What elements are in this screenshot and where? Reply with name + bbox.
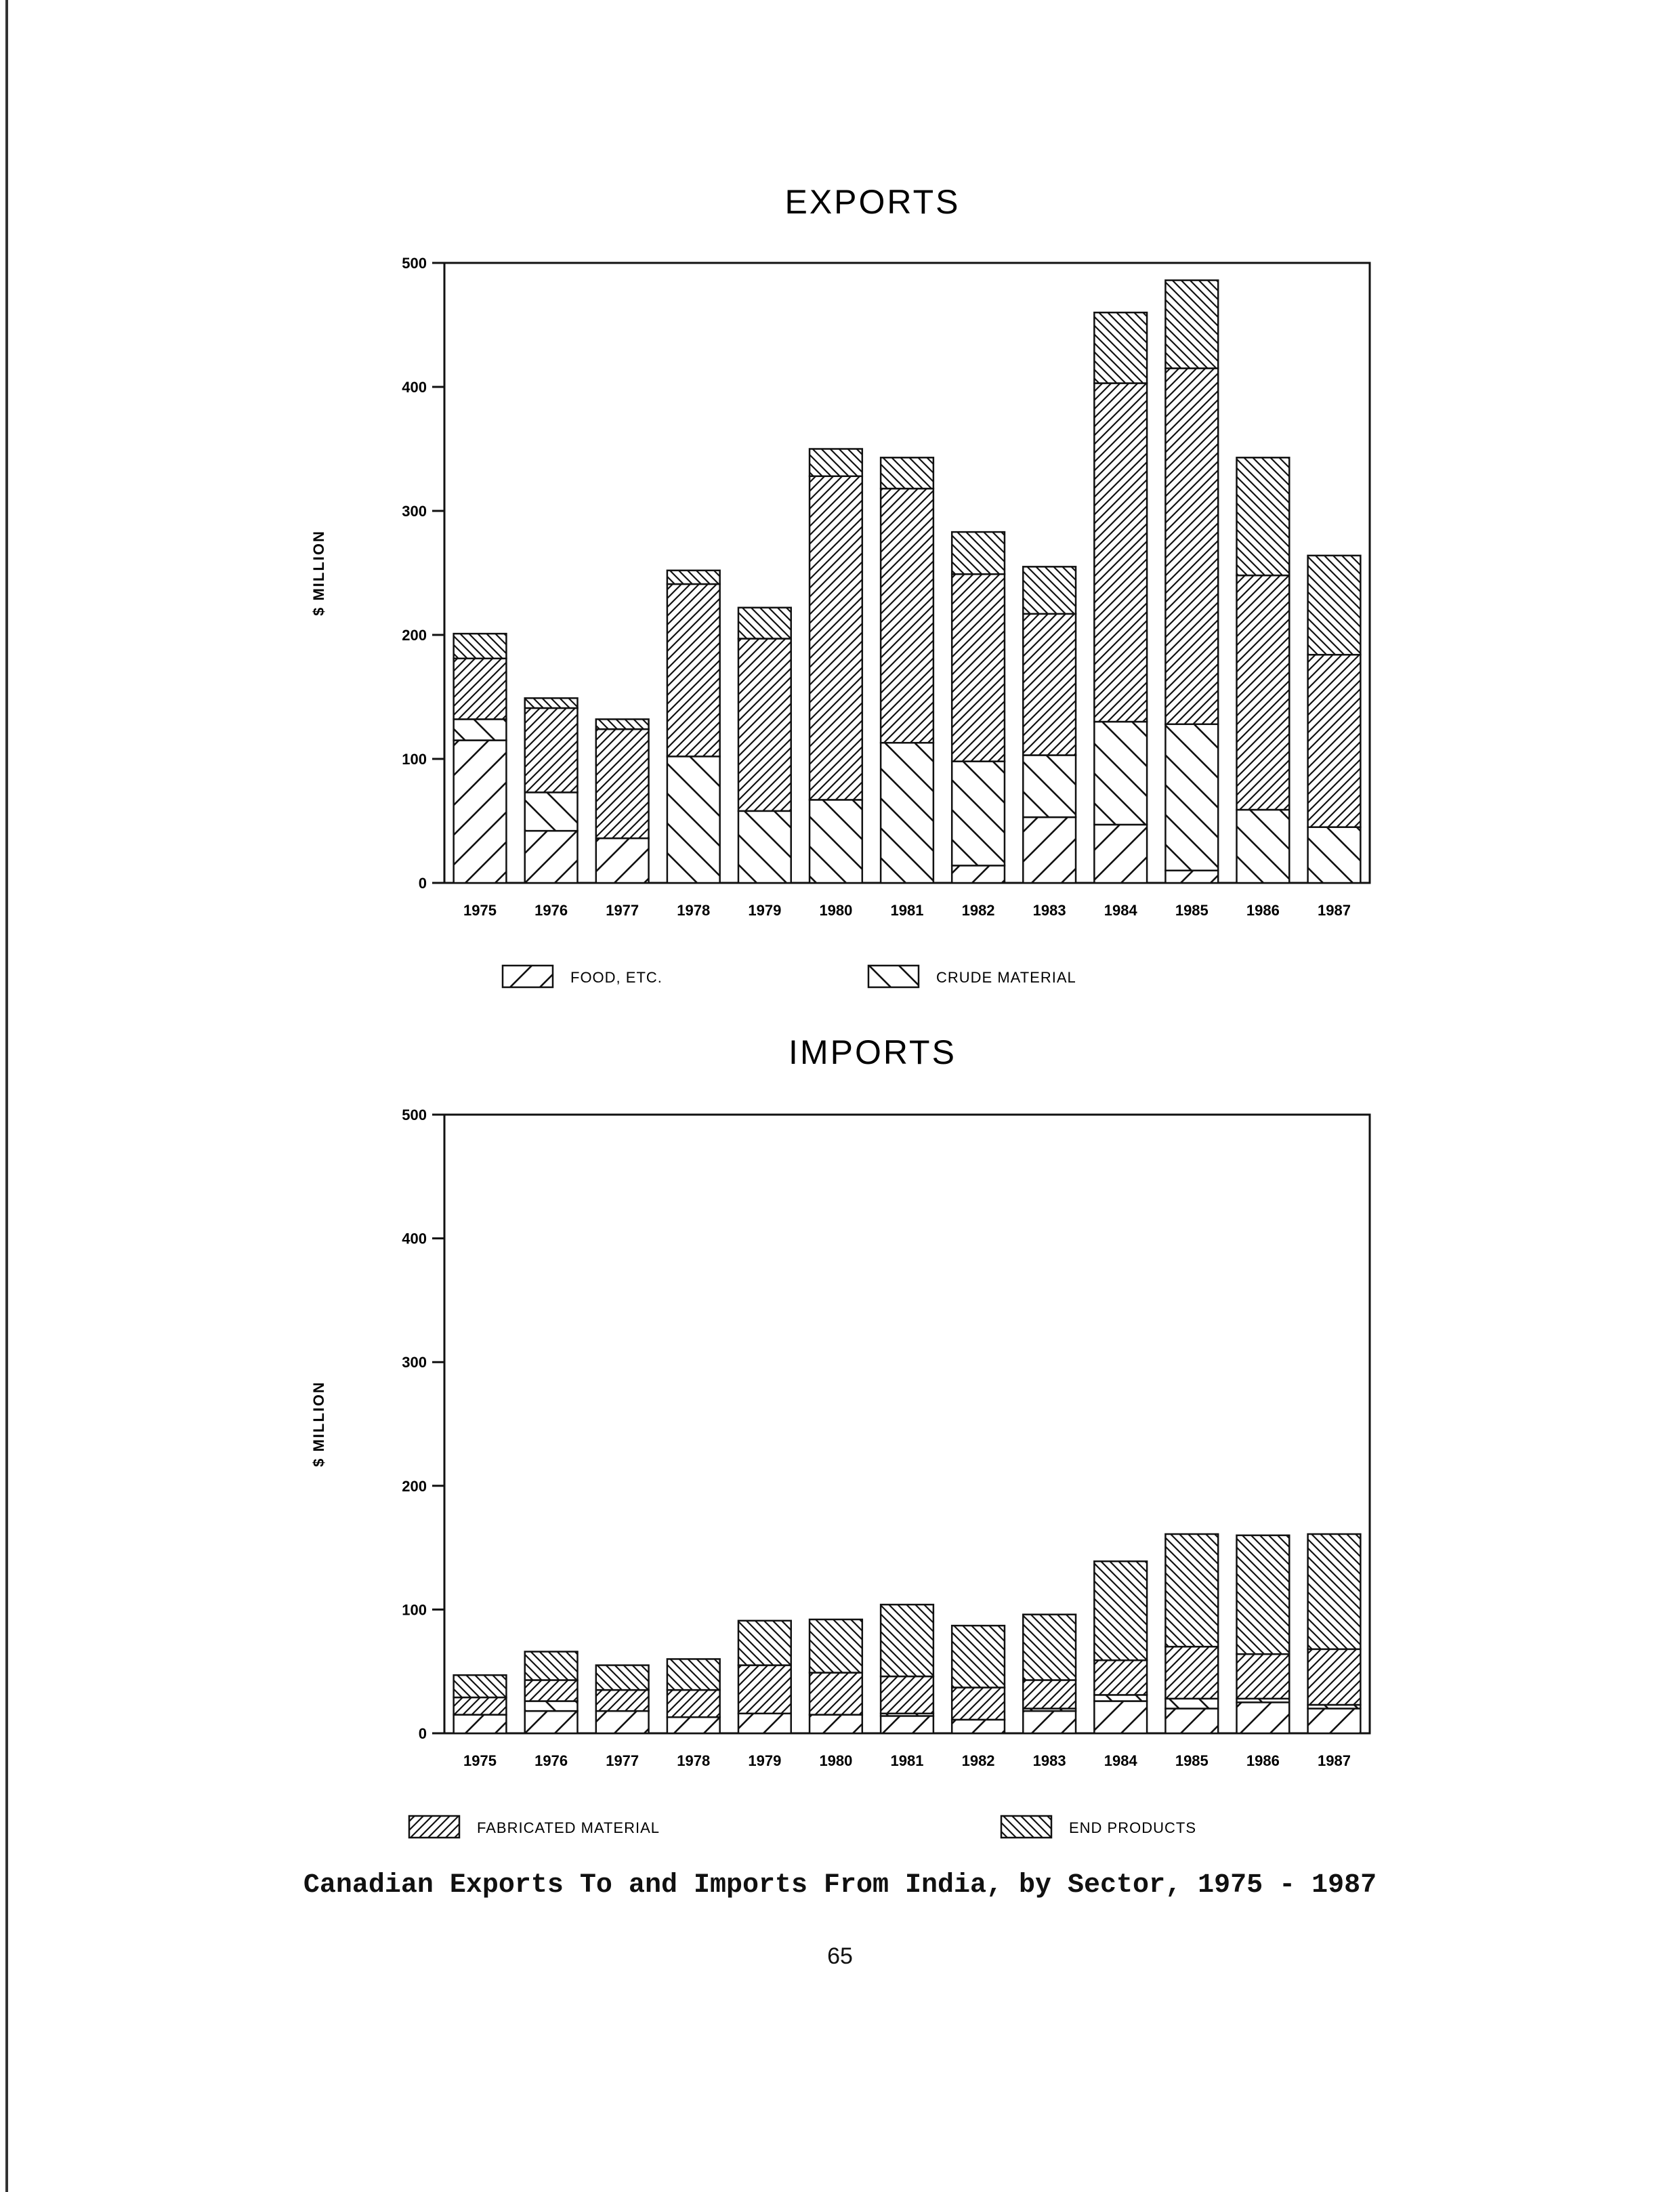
imports-x-tick-label: 1979	[748, 1752, 782, 1769]
exports-bar-segment-3	[1094, 384, 1147, 722]
exports-bar-segment-3	[1308, 655, 1361, 827]
imports-bar-segment-3	[881, 1676, 933, 1714]
imports-x-tick-label: 1987	[1317, 1752, 1351, 1769]
exports-bar-segment-4	[738, 608, 791, 639]
imports-y-tick-label: 300	[402, 1354, 427, 1371]
exports-bar-segment-2	[1237, 810, 1290, 883]
exports-legend-swatch	[503, 966, 553, 987]
imports-x-tick-label: 1986	[1246, 1752, 1280, 1769]
imports-bar-segment-4	[1237, 1535, 1290, 1654]
imports-bar-segment-3	[1023, 1680, 1076, 1708]
imports-x-tick-label: 1982	[961, 1752, 995, 1769]
exports-y-tick-label: 100	[402, 751, 427, 768]
exports-x-tick-label: 1986	[1246, 902, 1280, 919]
exports-bar-segment-4	[952, 532, 1005, 574]
exports-bar-segment-3	[1165, 369, 1218, 724]
exports-bar-segment-1	[1023, 817, 1076, 883]
exports-bar-segment-3	[738, 638, 791, 810]
exports-bar-segment-3	[952, 574, 1005, 761]
imports-bar-segment-3	[454, 1697, 507, 1715]
exports-bar-segment-3	[1023, 614, 1076, 756]
imports-bar-segment-4	[1165, 1534, 1218, 1647]
exports-bar-segment-3	[881, 489, 933, 743]
exports-bar-segment-3	[596, 729, 649, 838]
exports-x-tick-label: 1982	[961, 902, 995, 919]
exports-bar-segment-4	[881, 457, 933, 489]
imports-bar-segment-3	[596, 1690, 649, 1711]
imports-bar-segment-4	[667, 1659, 720, 1690]
imports-bar-segment-1	[454, 1715, 507, 1733]
exports-bar-segment-4	[596, 719, 649, 729]
imports-bar-segment-1	[810, 1715, 862, 1733]
exports-x-tick-label: 1978	[677, 902, 711, 919]
exports-bar-segment-2	[454, 719, 507, 740]
exports-x-tick-label: 1979	[748, 902, 782, 919]
exports-bar-segment-3	[454, 659, 507, 720]
imports-bar-segment-1	[1165, 1708, 1218, 1733]
imports-bar-segment-3	[1308, 1649, 1361, 1705]
exports-bar-segment-2	[1308, 827, 1361, 883]
imports-legend-label: FABRICATED MATERIAL	[477, 1819, 660, 1836]
imports-bar-segment-3	[738, 1666, 791, 1714]
imports-y-tick-label: 500	[402, 1107, 427, 1123]
imports-chart	[0, 1006, 1680, 1853]
imports-bar-segment-2	[1165, 1699, 1218, 1709]
imports-x-tick-label: 1976	[534, 1752, 568, 1769]
imports-bar-segment-3	[810, 1673, 862, 1715]
imports-bar-segment-1	[1094, 1701, 1147, 1733]
exports-bar-segment-4	[1308, 556, 1361, 655]
exports-bar-segment-3	[667, 584, 720, 756]
exports-y-axis-label: $ MILLION	[310, 530, 327, 616]
exports-x-tick-label: 1975	[463, 902, 497, 919]
imports-y-tick-label: 100	[402, 1601, 427, 1619]
exports-x-tick-label: 1981	[890, 902, 924, 919]
exports-legend-swatch	[868, 966, 919, 987]
imports-bar-segment-4	[596, 1666, 649, 1691]
exports-bar-segment-4	[1094, 312, 1147, 383]
exports-bar-segment-3	[1237, 575, 1290, 810]
exports-bar-segment-2	[1023, 756, 1076, 818]
exports-bar-segment-1	[454, 741, 507, 883]
exports-bar-segment-4	[525, 698, 578, 708]
imports-x-tick-label: 1985	[1175, 1752, 1209, 1769]
imports-bar-segment-1	[952, 1720, 1005, 1733]
exports-y-tick-label: 300	[402, 503, 427, 520]
exports-bar-segment-1	[952, 865, 1005, 883]
page-number: 65	[827, 1943, 853, 1969]
exports-bar-segment-4	[1023, 566, 1076, 614]
exports-chart-title: EXPORTS	[784, 183, 961, 221]
exports-bar-segment-2	[1165, 724, 1218, 871]
exports-legend-label: FOOD, ETC.	[570, 969, 663, 986]
exports-bar-segment-4	[1237, 457, 1290, 575]
imports-bar-segment-4	[525, 1651, 578, 1680]
exports-bar-segment-4	[667, 571, 720, 584]
exports-x-tick-label: 1985	[1175, 902, 1209, 919]
imports-bar-segment-3	[1165, 1647, 1218, 1699]
exports-y-tick-label: 200	[402, 627, 427, 644]
imports-bar-segment-4	[1023, 1615, 1076, 1680]
figure-caption: Canadian Exports To and Imports From India, by Sector, 1975 - 1987	[303, 1870, 1377, 1901]
imports-bar-segment-4	[738, 1621, 791, 1666]
imports-bar-segment-3	[525, 1680, 578, 1701]
exports-x-tick-label: 1977	[606, 902, 639, 919]
exports-legend-label: CRUDE MATERIAL	[936, 969, 1076, 986]
exports-bar-segment-2	[1094, 722, 1147, 825]
imports-y-tick-label: 400	[402, 1230, 427, 1247]
exports-x-tick-label: 1983	[1032, 902, 1066, 919]
imports-x-tick-label: 1983	[1032, 1752, 1066, 1769]
imports-bar-segment-1	[667, 1717, 720, 1733]
exports-y-tick-label: 400	[402, 379, 427, 396]
imports-bar-segment-1	[1237, 1702, 1290, 1733]
imports-bar-segment-1	[596, 1711, 649, 1733]
imports-x-tick-label: 1981	[890, 1752, 924, 1769]
exports-x-tick-label: 1987	[1317, 902, 1351, 919]
imports-x-tick-label: 1975	[463, 1752, 497, 1769]
exports-bar-segment-1	[1094, 825, 1147, 883]
imports-bar-segment-4	[952, 1626, 1005, 1687]
exports-bar-segment-1	[525, 831, 578, 883]
imports-bar-segment-2	[525, 1701, 578, 1712]
exports-bar-segment-2	[881, 743, 933, 883]
imports-x-tick-label: 1977	[606, 1752, 639, 1769]
exports-bar-segment-3	[525, 708, 578, 792]
exports-x-tick-label: 1980	[819, 902, 853, 919]
imports-y-axis-label: $ MILLION	[310, 1381, 327, 1467]
exports-bar-segment-1	[1165, 871, 1218, 883]
exports-x-tick-label: 1976	[534, 902, 568, 919]
exports-y-tick-label: 500	[402, 255, 427, 272]
imports-bar-segment-1	[1023, 1711, 1076, 1733]
imports-legend-swatch	[1001, 1816, 1051, 1838]
imports-y-tick-label: 200	[402, 1477, 427, 1495]
imports-bar-segment-1	[881, 1716, 933, 1733]
exports-bar-segment-1	[596, 838, 649, 883]
exports-bar-segment-4	[454, 634, 507, 659]
imports-bar-segment-4	[881, 1605, 933, 1676]
imports-bar-segment-4	[1308, 1534, 1361, 1649]
imports-bar-segment-1	[738, 1714, 791, 1733]
imports-x-tick-label: 1978	[677, 1752, 711, 1769]
imports-bar-segment-1	[1308, 1708, 1361, 1733]
imports-bar-segment-3	[667, 1690, 720, 1717]
exports-bar-segment-2	[738, 811, 791, 883]
exports-x-tick-label: 1984	[1104, 902, 1137, 919]
exports-bar-segment-2	[667, 756, 720, 883]
exports-bar-segment-2	[810, 800, 862, 883]
imports-bar-segment-3	[1237, 1654, 1290, 1699]
exports-bar-segment-2	[525, 792, 578, 831]
imports-bar-segment-3	[1094, 1660, 1147, 1695]
imports-x-tick-label: 1980	[819, 1752, 853, 1769]
exports-bar-segment-3	[810, 476, 862, 800]
exports-y-tick-label: 0	[418, 875, 427, 892]
exports-chart	[0, 156, 1680, 1003]
imports-bar-segment-4	[810, 1619, 862, 1673]
imports-bar-segment-2	[1094, 1695, 1147, 1701]
imports-y-tick-label: 0	[418, 1725, 427, 1742]
imports-legend-label: END PRODUCTS	[1069, 1819, 1197, 1836]
exports-bar-segment-4	[810, 449, 862, 476]
exports-bar-segment-2	[952, 762, 1005, 866]
exports-bar-segment-4	[1165, 281, 1218, 369]
imports-bar-segment-3	[952, 1687, 1005, 1719]
imports-chart-title: IMPORTS	[789, 1033, 957, 1071]
imports-bar-segment-4	[1094, 1561, 1147, 1660]
imports-bar-segment-1	[525, 1711, 578, 1733]
imports-legend-swatch	[409, 1816, 459, 1838]
imports-bar-segment-4	[454, 1675, 507, 1697]
imports-x-tick-label: 1984	[1104, 1752, 1137, 1769]
